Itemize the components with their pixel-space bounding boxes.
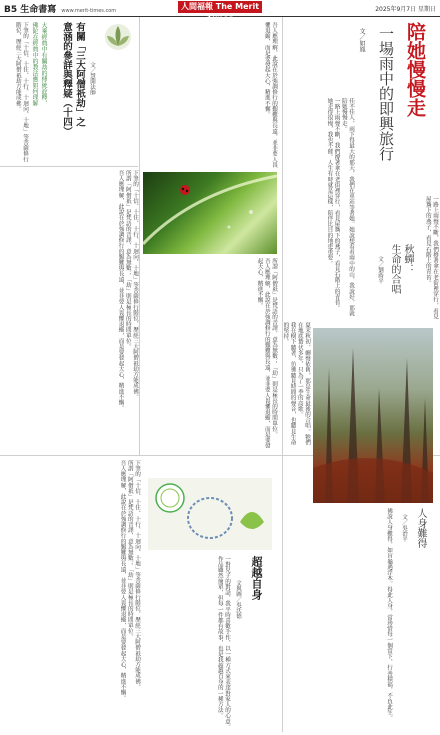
article-title: 人身難得 xyxy=(415,508,426,548)
article-body xyxy=(286,98,354,318)
article-body xyxy=(146,556,230,730)
article-byline: 文／慧開法師 xyxy=(89,62,95,95)
paragraph: 下筆的「十信、十住、十行、十迴向、十地」等菩薩修行階位，歷經三大阿僧祇劫方能成佛。 xyxy=(134,460,140,690)
paragraph: 她走得很慢，我也不催。人生有時就是這樣，陪伴比目的地更重要。 xyxy=(326,98,333,266)
article-body xyxy=(282,322,310,450)
forest-photo xyxy=(313,328,433,503)
title-line: 意涵的參詳與釋疑（十四） xyxy=(61,22,72,136)
bracelet-icon xyxy=(148,478,272,550)
highlight-summary xyxy=(30,22,48,162)
lotus-icon xyxy=(101,22,135,58)
title-line: 有關「三大阿僧祇劫」之 xyxy=(74,22,85,127)
paragraph: 夏末秋初，蟬聲依舊，那是生命最後的合唱。牠們在地底蟄伏多年，只為了一季的高歌。 xyxy=(296,322,310,446)
article-byline: 文／如鳳 xyxy=(358,28,365,52)
bracelet-craft-photo xyxy=(148,478,272,550)
section-name: 生命書寫 xyxy=(20,5,57,15)
article-subtitle: 一場雨中的即興旅行 xyxy=(377,26,395,161)
article-body xyxy=(4,22,28,162)
paragraph: 吾人應理解，此說在於強調修行的艱難與長遠，並非要人畏懼退縮，而是要發起大心，精進不懈。 xyxy=(263,22,277,168)
paragraph: 下筆的「十信、十住、十行、十迴向、十地」等菩薩修行階位，歷經三大阿僧祇劫方能成佛。 xyxy=(14,22,28,162)
article-body xyxy=(143,22,277,168)
page-header xyxy=(0,0,440,23)
leaf-icon xyxy=(143,172,277,254)
article-title xyxy=(60,22,86,162)
paragraph: 我在樹下聽著，彷彿聽見時間的聲音，也聽見生命的堅持。 xyxy=(282,322,296,446)
divider xyxy=(282,456,283,732)
paragraph: 所謂「阿僧祇」是梵語的音譯，意為無數；「劫」則是極長的時間單位。 xyxy=(124,170,131,350)
page-section-label xyxy=(4,2,116,15)
article-body xyxy=(143,258,277,452)
page-number: B5 xyxy=(4,5,18,15)
article-byline: 文與圖／吳沃德 xyxy=(235,580,241,619)
paragraph: 吾人應理解，此說在於強調修行的艱難與長遠，並非要人畏懼退縮，而是要發起大心，精進不懈。 xyxy=(117,170,124,411)
article-body xyxy=(412,196,438,324)
tree-trunks-icon xyxy=(313,328,433,503)
paragraph: 吾人應理解，此說在於強調修行的艱難與長遠，並非要人畏懼退縮，而是要發起大心，精進不懈。 xyxy=(256,258,270,449)
divider xyxy=(139,17,140,455)
lotus-decoration xyxy=(101,22,135,58)
paragraph: 佛說人身難得，如盲龜遇浮木。得此人身，當珍惜每一個當下，行善積福，不負此生。 xyxy=(386,508,392,721)
article-body xyxy=(4,170,138,452)
issue-date: 2025年9月7日 星期日 xyxy=(375,6,436,13)
article-body xyxy=(286,508,392,730)
paragraph: 作品雖然簡單，但每一件都有故事，也是我超越自身的一種方法。 xyxy=(216,556,223,719)
paragraph: 下筆的「十信、十住、十行、十迴向、十地」等菩薩修行階位，歷經三大阿僧祇劫方能成佛。 xyxy=(132,170,138,400)
article-title: 超越自身 xyxy=(250,556,263,600)
paragraph: 所謂「阿僧祇」是梵語的音譯，意為無數；「劫」則是極長的時間單位。 xyxy=(126,460,133,640)
highlight-line: 大乘經典中有關劫的傳統詮釋， xyxy=(40,22,47,106)
paragraph: 所謂「阿僧祇」是梵語的音譯，意為無數；「劫」則是極長的時間單位。 xyxy=(271,258,277,438)
title-line: 生命的合唱 xyxy=(389,244,400,294)
site-url: www.merit-times.com xyxy=(61,8,117,14)
paragraph: 佳不佳人，雨下得最大的那天，我們在車站等著她。她說想看看雨中的山，我說好，那就陪她慢慢走。 xyxy=(340,98,354,317)
paragraph: 一對兒子的對話，我平時喜歡手作，以一種方式來表達對家人的心意。 xyxy=(224,556,230,730)
paragraph: 一路上雨聲不斷，我們撐著傘在老街裡穿行，看見屋簷下的燕子，看見石階上的青苔。 xyxy=(424,196,438,320)
article-title xyxy=(388,244,414,318)
article-title: 陪她慢慢走 xyxy=(404,22,426,117)
ladybug-leaf-photo xyxy=(143,172,277,254)
paragraph: 一路上雨聲不斷，我們撐著傘在老街裡穿行，看見屋簷下的燕子，看見石階上的青苔。 xyxy=(333,98,340,311)
newspaper-logo: 人間福報 The Merit Times xyxy=(178,1,262,13)
article-byline: 文／劉蒔平 xyxy=(377,256,383,284)
article-body xyxy=(4,460,140,730)
paragraph: 吾人應理解，此說在於強調修行的艱難與長遠，並非要人畏懼退縮，而是要發起大心，精進不懈。 xyxy=(119,460,126,701)
title-line: 秋蟬： xyxy=(402,244,413,274)
highlight-line: 佛陀在經典中的教法應如何理解 xyxy=(31,22,38,106)
article-byline: 文／吳治平 xyxy=(401,514,407,542)
divider xyxy=(0,166,138,167)
